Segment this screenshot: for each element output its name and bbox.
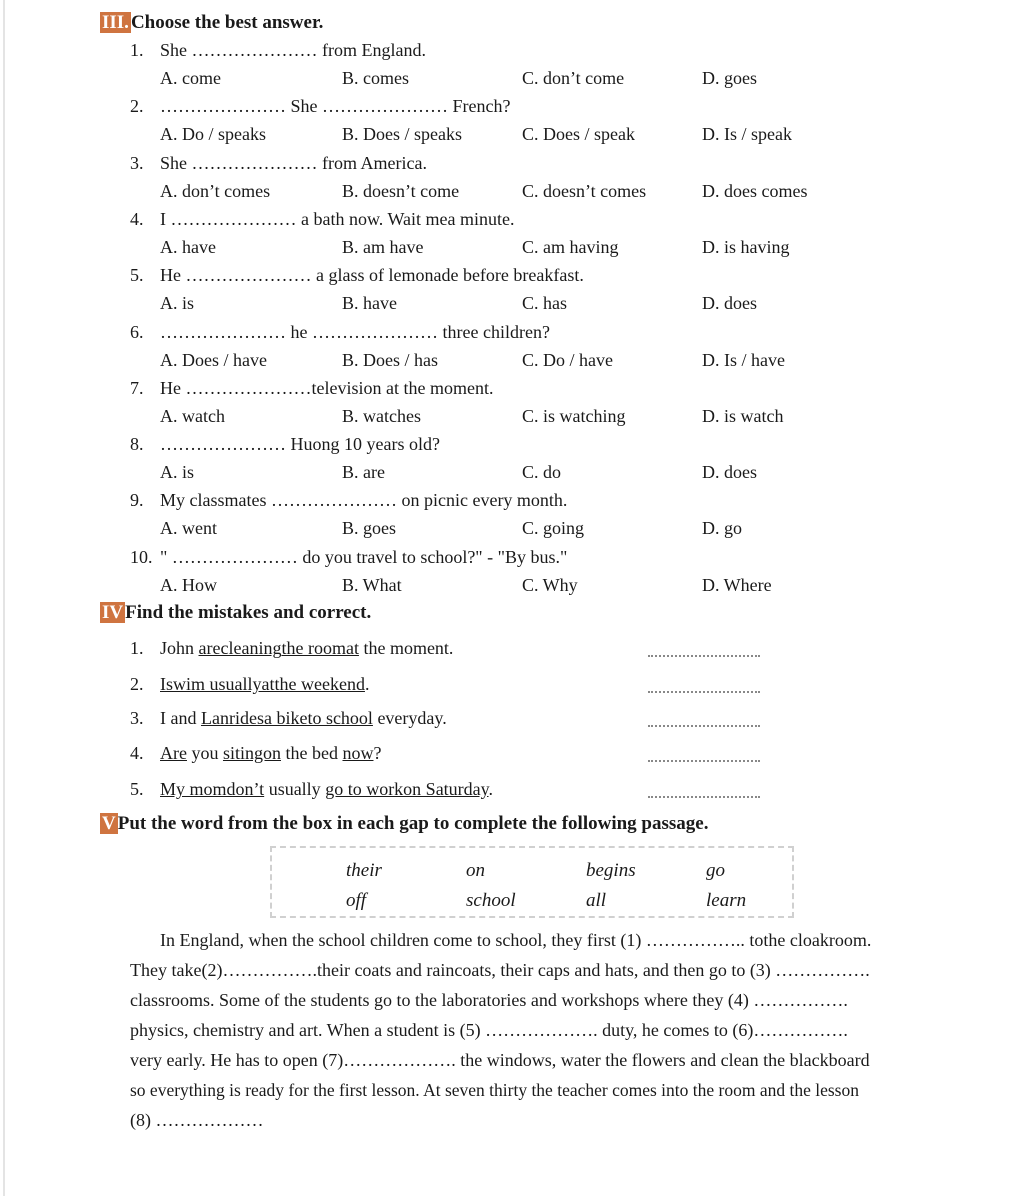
question-number: 9. <box>130 490 144 511</box>
question-text: ………………… Huong 10 years old? <box>160 434 440 455</box>
question-9-option-b[interactable]: B. goes <box>342 518 396 539</box>
question-4-option-d[interactable]: D. is having <box>702 236 790 257</box>
answer-blank-5[interactable] <box>648 796 760 798</box>
question-4-option-c[interactable]: C. am having <box>522 236 619 257</box>
question-7-option-a[interactable]: A. watch <box>160 405 225 426</box>
question-text: ………………… She ………………… French? <box>160 96 511 117</box>
answer-blank-3[interactable] <box>648 725 760 727</box>
question-9-option-d[interactable]: D. go <box>702 518 742 539</box>
question-number: 8. <box>130 434 144 455</box>
question-7 <box>130 378 493 399</box>
top-strip <box>0 0 1024 6</box>
question-1-option-a[interactable]: A. come <box>160 68 221 88</box>
question-6-option-a[interactable]: A. Does / have <box>160 349 267 370</box>
passage-line-3: classrooms. Some of the students go to the laboratories and workshops where they (4) ……………. <box>130 990 848 1010</box>
question-2-option-c[interactable]: C. Does / speak <box>522 124 635 145</box>
section-5-title: Put the word from the box in each gap to complete the following passage. <box>117 813 709 834</box>
word-all: all <box>586 890 607 911</box>
passage-line-4: physics, chemistry and art. When a student is (5) ………………. duty, he comes to (6)……………. <box>130 1020 848 1040</box>
question-1 <box>130 40 426 61</box>
question-9-option-a[interactable]: A. went <box>160 518 217 539</box>
question-10-option-c[interactable]: C. Why <box>522 574 578 595</box>
page-edge <box>3 0 5 1196</box>
question-3-option-b[interactable]: B. doesn’t come <box>342 180 460 201</box>
question-8 <box>130 434 440 455</box>
question-number: 1. <box>130 40 144 60</box>
mistake-item-2: 2. Iswim usuallyatthe weekend. <box>130 674 370 694</box>
question-5-option-a[interactable]: A. is <box>160 293 195 314</box>
question-text: " ………………… do you travel to school?" - "By bus." <box>160 546 568 567</box>
question-5-option-b[interactable]: B. have <box>342 293 397 314</box>
mistake-item-1: 1. John arecleaningthe roomat the moment. <box>130 638 454 658</box>
question-number: 10. <box>130 546 153 567</box>
mistake-item-4: 4. Are you sitingon the bed now? <box>130 743 382 763</box>
question-9 <box>130 490 567 511</box>
question-number: 5. <box>130 265 144 286</box>
question-1-option-b[interactable]: B. comes <box>342 68 409 88</box>
word-box <box>270 846 794 918</box>
question-5-option-c[interactable]: C. has <box>522 293 567 314</box>
question-3-option-c[interactable]: C. doesn’t comes <box>522 180 647 201</box>
word-learn: learn <box>706 890 747 911</box>
word-on: on <box>466 860 485 881</box>
section-5-heading <box>100 813 708 835</box>
section-3-heading <box>100 12 323 34</box>
question-7-option-b[interactable]: B. watches <box>342 405 421 426</box>
answer-blank-1[interactable] <box>648 655 760 657</box>
question-7-option-d[interactable]: D. is watch <box>702 405 784 426</box>
question-10 <box>130 547 567 568</box>
question-8-option-c[interactable]: C. do <box>522 462 562 483</box>
question-10-option-a[interactable]: A. How <box>160 574 217 595</box>
question-6 <box>130 322 550 343</box>
question-1-option-c[interactable]: C. don’t come <box>522 68 625 88</box>
answer-blank-2[interactable] <box>648 691 760 693</box>
question-9-option-c[interactable]: C. going <box>522 518 585 539</box>
question-7-option-c[interactable]: C. is watching <box>522 405 626 426</box>
question-10-option-d[interactable]: D. Where <box>702 574 772 595</box>
question-number: 2. <box>130 96 144 117</box>
section-4-marker: IV <box>102 602 124 623</box>
question-8-option-d[interactable]: D. does <box>702 462 757 483</box>
word-begins: begins <box>586 860 636 881</box>
question-8-option-a[interactable]: A. is <box>160 462 195 483</box>
question-text: He …………………television at the moment. <box>160 377 494 398</box>
word-off: off <box>346 890 367 911</box>
question-1-option-d[interactable]: D. goes <box>702 68 757 88</box>
question-6-option-d[interactable]: D. Is / have <box>702 349 785 370</box>
answer-blank-4[interactable] <box>648 760 760 762</box>
passage-line-2: They take(2)…………….their coats and raincoats, their caps and hats, and then go to (3) ……………. <box>130 960 870 980</box>
question-text: My classmates ………………… on picnic every month. <box>160 490 568 511</box>
question-text: She ………………… from England. <box>160 40 426 60</box>
section-4-title: Find the mistakes and correct. <box>125 602 372 623</box>
mistake-item-5: 5. My momdon’t usually go to workon Saturday. <box>130 779 493 799</box>
question-4 <box>130 209 515 230</box>
question-3-option-d[interactable]: D. does comes <box>702 180 808 201</box>
question-4-option-b[interactable]: B. am have <box>342 236 424 257</box>
question-3-option-a[interactable]: A. don’t comes <box>160 180 271 201</box>
question-text: ………………… he ………………… three children? <box>160 321 550 342</box>
question-number: 3. <box>130 152 144 173</box>
passage-line-7: (8) ……………… <box>130 1110 264 1130</box>
question-2-option-d[interactable]: D. Is / speak <box>702 124 792 145</box>
question-10-option-b[interactable]: B. What <box>342 574 402 595</box>
question-5 <box>130 265 584 286</box>
question-6-option-b[interactable]: B. Does / has <box>342 349 438 370</box>
question-2 <box>130 96 510 117</box>
word-go: go <box>706 860 725 881</box>
question-text: He ………………… a glass of lemonade before breakfast. <box>160 265 584 286</box>
question-number: 7. <box>130 377 144 398</box>
question-number: 6. <box>130 321 144 342</box>
question-5-option-d[interactable]: D. does <box>702 293 757 314</box>
section-3-title: Choose the best answer. <box>130 12 324 33</box>
section-5-marker: V <box>102 813 116 834</box>
question-text: I ………………… a bath now. Wait mea minute. <box>160 208 515 229</box>
word-school: school <box>466 890 516 911</box>
passage-line-5: very early. He has to open (7)………………. the windows, water the flowers and clean the blackboard <box>130 1050 870 1070</box>
passage-line-1: In England, when the school children come to school, they first (1) …………….. tothe cloakroom. <box>160 930 872 950</box>
section-4-heading <box>100 602 371 624</box>
question-text: She ………………… from America. <box>160 152 427 173</box>
mistake-item-3: 3. I and Lanridesa biketo school everyday. <box>130 708 447 728</box>
question-8-option-b[interactable]: B. are <box>342 462 385 483</box>
question-2-option-b[interactable]: B. Does / speaks <box>342 124 462 145</box>
section-3-marker: III. <box>102 12 129 33</box>
question-number: 4. <box>130 208 144 229</box>
passage-line-6: so everything is ready for the first lesson. At seven thirty the teacher comes into the room and the lesson <box>130 1080 859 1100</box>
question-6-option-c[interactable]: C. Do / have <box>522 349 613 370</box>
word-their: their <box>346 860 382 881</box>
question-4-option-a[interactable]: A. have <box>160 236 216 257</box>
question-3 <box>130 153 427 174</box>
question-2-option-a[interactable]: A. Do / speaks <box>160 124 266 145</box>
